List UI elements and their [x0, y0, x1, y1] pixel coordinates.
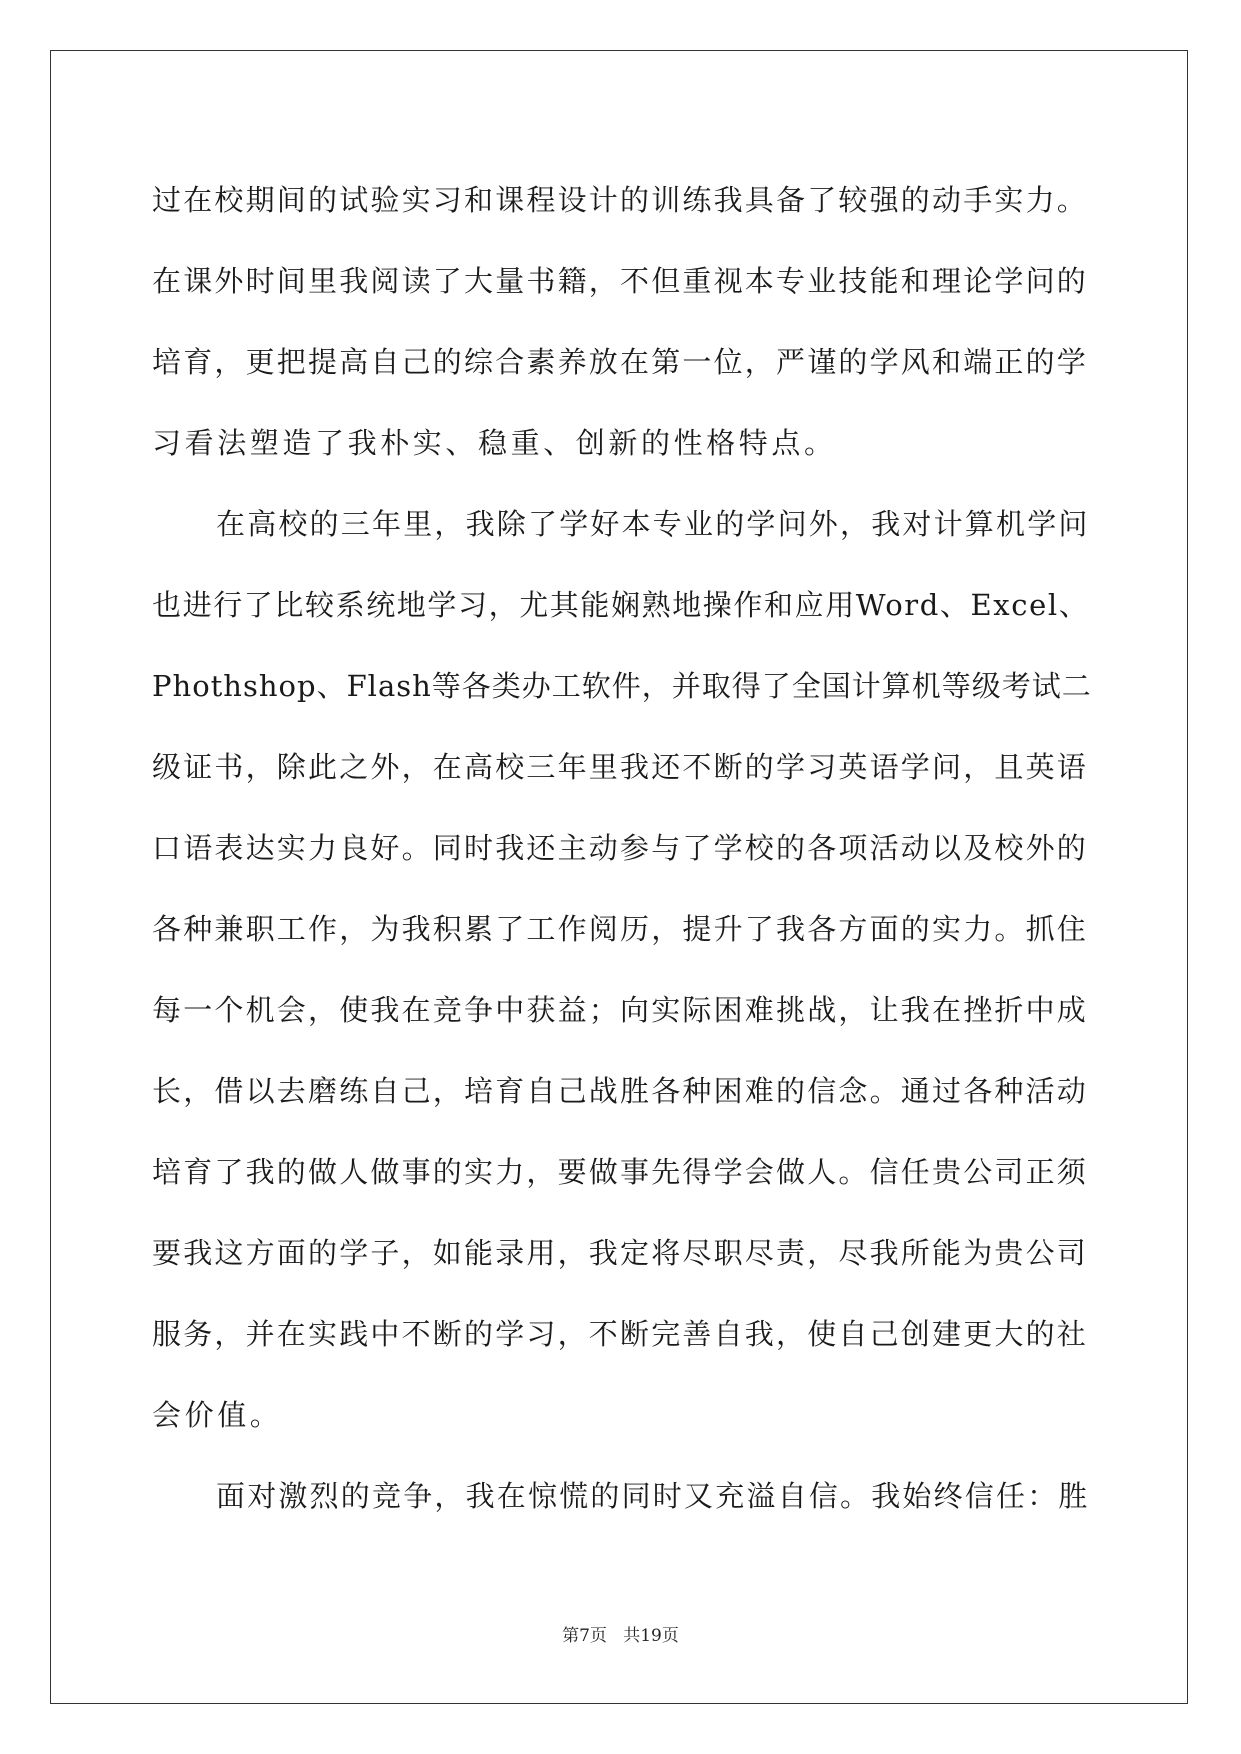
text-line: 培育了我的做人做事的实力，要做事先得学会做人。信任贵公司正须 — [152, 1155, 1089, 1189]
text-line: 服务，并在实践中不断的学习，不断完善自我，使自己创建更大的社 — [152, 1317, 1089, 1351]
text-line: 也进行了比较系统地学习，尤其能娴熟地操作和应用Word、Excel、 — [152, 588, 1090, 622]
text-line: 各种兼职工作，为我积累了工作阅历，提升了我各方面的实力。抓住 — [152, 912, 1089, 946]
text-line: 习看法塑造了我朴实、稳重、创新的性格特点。 — [152, 426, 837, 460]
text-line: 在课外时间里我阅读了大量书籍，不但重视本专业技能和理论学问的 — [152, 264, 1089, 298]
page-footer — [0, 1621, 1241, 1646]
document-body — [152, 160, 1092, 1537]
text-line: 会价值。 — [152, 1398, 283, 1432]
text-line: 口语表达实力良好。同时我还主动参与了学校的各项活动以及校外的 — [152, 831, 1089, 865]
text-line: 过在校期间的试验实习和课程设计的训练我具备了较强的动手实力。 — [152, 183, 1089, 217]
paragraph-start-line: 面对激烈的竞争，我在惊慌的同时又充溢自信。我始终信任：胜 — [216, 1479, 1090, 1513]
page-total: 共19页 — [623, 1626, 679, 1646]
text-line: 长，借以去磨练自己，培育自己战胜各种困难的信念。通过各种活动 — [152, 1074, 1089, 1108]
text-line: 级证书，除此之外，在高校三年里我还不断的学习英语学问，且英语 — [152, 750, 1089, 784]
text-line: 每一个机会，使我在竞争中获益；向实际困难挑战，让我在挫折中成 — [152, 993, 1089, 1027]
text-line: 要我这方面的学子，如能录用，我定将尽职尽责，尽我所能为贵公司 — [152, 1236, 1089, 1270]
paragraph-start-line: 在高校的三年里，我除了学好本专业的学问外，我对计算机学问 — [216, 507, 1090, 541]
text-line: 培育，更把提高自己的综合素养放在第一位，严谨的学风和端正的学 — [152, 345, 1089, 379]
text-line: Phothshop、Flash等各类办工软件，并取得了全国计算机等级考试二 — [152, 669, 1092, 703]
page-number: 第7页 — [562, 1626, 607, 1646]
